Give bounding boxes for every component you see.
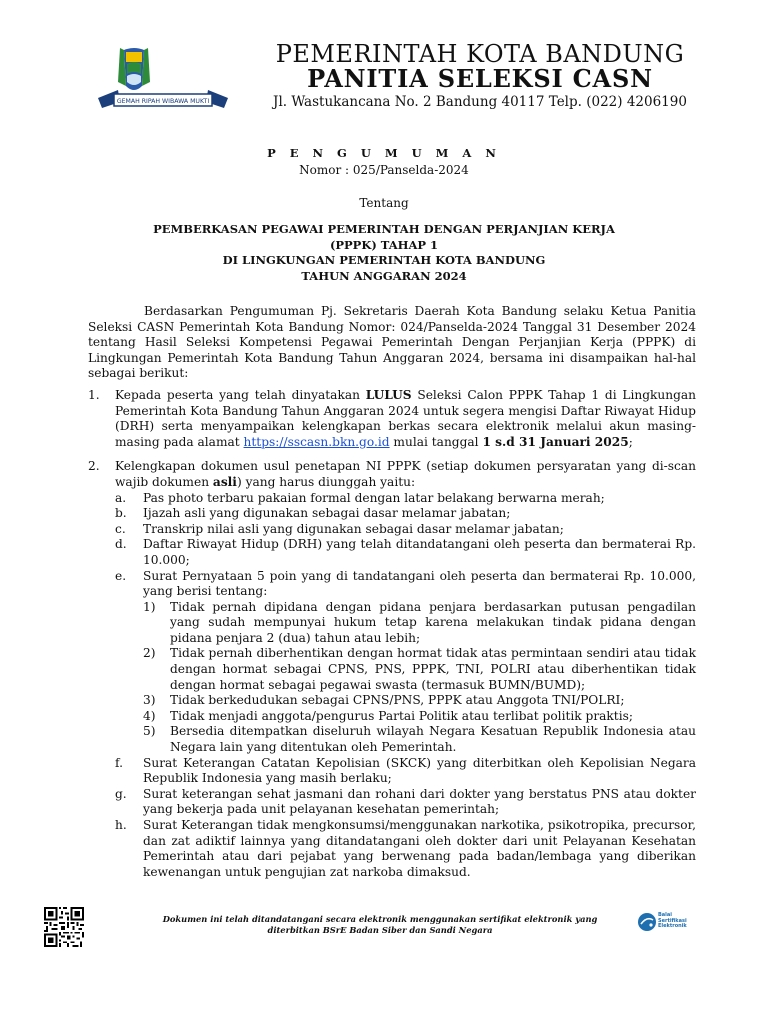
sub-item <box>115 506 696 522</box>
sub-item <box>115 818 696 880</box>
document-number: Nomor : 025/Panselda-2024 <box>299 163 469 177</box>
document-type: P E N G U M U M A N <box>267 146 501 160</box>
bsre-label <box>658 913 687 930</box>
sub-item <box>115 569 696 756</box>
sub-letter: d. <box>115 537 127 552</box>
title-line: DI LINGKUNGAN PEMERINTAH KOTA BANDUNG <box>222 253 546 267</box>
item-bold: LULUS <box>365 387 412 402</box>
sub-letter: a. <box>115 490 127 505</box>
point-text: Bersedia ditempatkan diseluruh wilayah Negara Kesatuan Republik Indonesia atau Negara lain yang ditentukan oleh Pemerintah. <box>170 724 696 755</box>
item-text: mulai tanggal <box>389 434 483 449</box>
point-number: 5) <box>143 724 156 739</box>
sub-text: Surat keterangan sehat jasmani dan rohani dari dokter yang berstatus PNS atau dokter yang bekerja pada unit pelayanan kesehatan pemerintah; <box>143 786 696 817</box>
item-text: Kelengkapan dokumen usul penetapan NI PPPK (setiap dokumen persyaratan yang di-scan wajib dokumen <box>115 459 696 489</box>
logo-motto: GEMAH RIPAH WIBAWA MUKTI <box>116 98 210 105</box>
sub-item <box>115 756 696 787</box>
item-text: Kepada peserta yang telah dinyatakan <box>115 387 366 402</box>
sub-text: Surat Keterangan Catatan Kepolisian (SKCK) yang diterbitkan oleh Kepolisian Negara Republik Indonesia yang masih berlaku; <box>143 755 696 786</box>
organization-name: PEMERINTAH KOTA BANDUNG <box>275 40 685 68</box>
item-text: ; <box>628 434 633 449</box>
sub-text: Transkrip nilai asli yang digunakan sebagai dasar melamar jabatan; <box>143 521 564 536</box>
sub-item <box>115 537 696 568</box>
point-text: Tidak menjadi anggota/pengurus Partai Politik atau terlibat politik praktis; <box>170 708 633 723</box>
statement-point <box>143 646 696 693</box>
statement-point <box>143 600 696 647</box>
list-item-2 <box>88 459 696 880</box>
qr-code-icon <box>44 907 84 947</box>
point-text: Tidak pernah dipidana dengan pidana penjara berdasarkan putusan pengadilan yang sudah mempunyai hukum tetap karena melakukan tindak pidana dengan pidana penjara 2 (dua) tahun atau lebih; <box>170 599 696 645</box>
sub-text: Surat Keterangan tidak mengkonsumsi/menggunakan narkotika, psikotropika, precursor, dan zat adiktif lainnya yang ditandatangani oleh dokter dari unit Pelayanan Kesehatan Pemerintah atau dari pejabat yang berwenang pada badan/lembaga yang diberikan kewenangan untuk pengujian zat narkoba dimaksud. <box>143 818 696 879</box>
sub-item <box>115 522 696 538</box>
sub-item <box>115 491 696 507</box>
item-text: Seleksi Calon PPPK Tahap 1 di Lingkungan Pemerintah Kota Bandung Tahun Anggaran 2024 untuk segera mengisi Daftar Riwayat Hidup (DRH) serta menyampaikan kelengkapan berkas secara elektronik melalui akun masing-masing pada alamat <box>115 387 696 449</box>
title-line: (PPPK) TAHAP 1 <box>329 237 439 252</box>
intro-paragraph: Berdasarkan Pengumuman Pj. Sekretaris Daerah Kota Bandung selaku Ketua Panitia Seleksi CASN Pemerintah Kota Bandung Nomor: 024/Panselda-2024 Tanggal 31 Desember 2024 tentang Hasil Seleksi Kompetensi Pegawai Pemerintah Dengan Perjanjian Kerja (PPPK) di Lingkungan Pemerintah Kota Bandung Tahun Anggaran 2024, bersama ini disampaikan hal-hal sebagai berikut: <box>88 304 696 381</box>
list-number: 2. <box>88 459 100 474</box>
statement-point <box>143 709 696 725</box>
document-title <box>0 222 768 284</box>
sub-item <box>115 787 696 818</box>
sub-letter: f. <box>115 755 123 770</box>
bsre-line: Elektronik <box>658 923 687 930</box>
sub-text: Pas photo terbaru pakaian formal dengan latar belakang berwarna merah; <box>143 490 605 505</box>
item-text: ) yang harus diunggah yaitu: <box>236 474 416 489</box>
point-number: 3) <box>143 693 156 708</box>
note-line: Dokumen ini telah ditandatangani secara elektronik menggunakan sertifikat elektronik yang <box>162 914 598 924</box>
e-signature-note <box>120 914 640 935</box>
about-label: Tentang <box>359 196 409 210</box>
point-text: Tidak pernah diberhentikan dengan hormat tidak atas permintaan sendiri atau tidak dengan hormat sebagai CPNS, PNS, PPPK, TNI, POLRI atau diberhentikan tidak dengan hormat sebagai pegawai swasta (termasuk BUMN/BUMD); <box>170 646 696 692</box>
sub-letter: h. <box>115 818 127 832</box>
sub-letter: g. <box>115 786 127 801</box>
bsre-line: Balai <box>658 912 672 918</box>
announcement-body <box>88 304 696 880</box>
item-bold: asli <box>212 474 237 489</box>
list-number: 1. <box>88 387 100 402</box>
point-text: Tidak berkedudukan sebagai CPNS/PNS, PPPK atau Anggota TNI/POLRI; <box>170 693 625 708</box>
statement-point <box>143 693 696 709</box>
statement-point <box>143 724 696 755</box>
sub-text: Surat Pernyataan 5 poin yang di tandatangani oleh peserta dan bermaterai Rp. 10.000, yang berisi tentang: <box>143 568 696 599</box>
title-line: PEMBERKASAN PEGAWAI PEMERINTAH DENGAN PERJANJIAN KERJA <box>153 222 615 236</box>
sub-letter: b. <box>115 506 127 521</box>
sub-text: Daftar Riwayat Hidup (DRH) yang telah ditandatangani oleh peserta dan bermaterai Rp. 10.000; <box>143 537 696 567</box>
list-item-1 <box>88 388 696 450</box>
note-line: diterbitkan BSrE Badan Siber dan Sandi Negara <box>267 924 493 935</box>
point-number: 2) <box>143 646 156 661</box>
committee-name: PANITIA SELEKSI CASN <box>307 64 653 93</box>
sscasn-link[interactable]: https://sscasn.bkn.go.id <box>243 434 390 449</box>
bsre-line: Sertifikasi <box>658 917 687 924</box>
sub-letter: e. <box>115 568 127 583</box>
sub-text: Ijazah asli yang digunakan sebagai dasar melamar jabatan; <box>143 506 511 521</box>
address-line: Jl. Wastukancana No. 2 Bandung 40117 Telp. (022) 4206190 <box>273 94 687 110</box>
date-range: 1 s.d 31 Januari 2025 <box>482 434 629 449</box>
point-number: 1) <box>143 599 156 614</box>
title-line: TAHUN ANGGARAN 2024 <box>301 268 467 283</box>
point-number: 4) <box>143 708 156 723</box>
bandung-city-logo <box>96 46 230 112</box>
sub-letter: c. <box>115 521 126 536</box>
